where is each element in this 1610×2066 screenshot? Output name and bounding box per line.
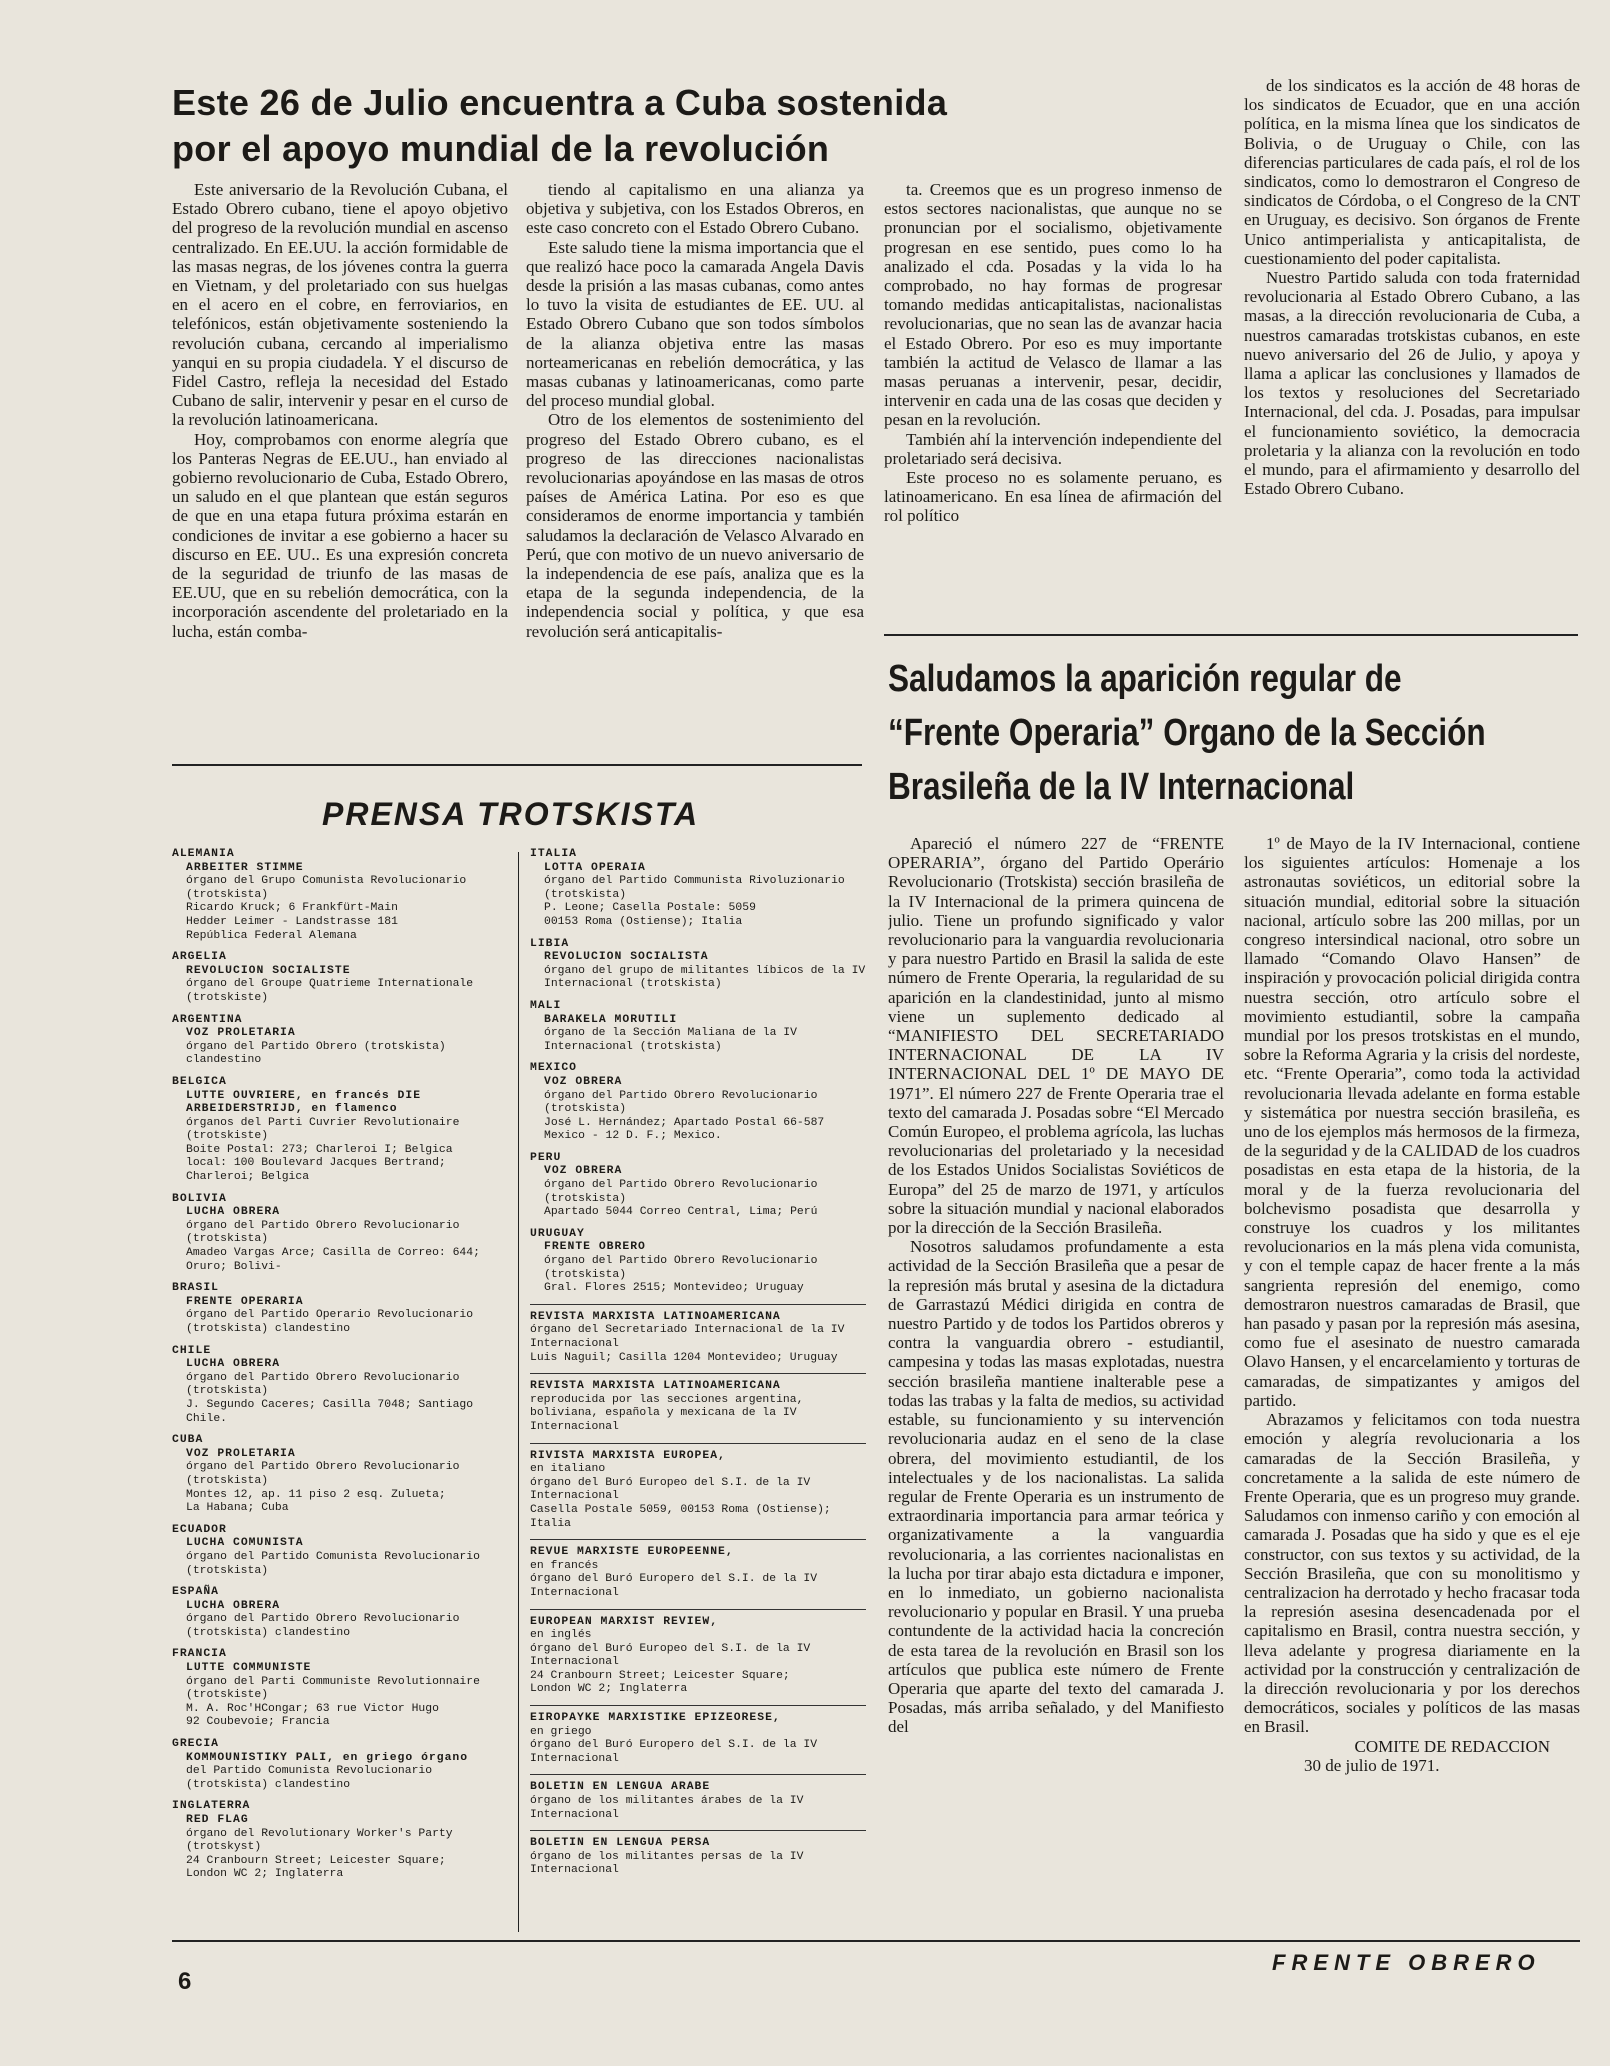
press-detail: órgano del Partido Obrero Revolucionario (trotskista) (544, 1089, 818, 1116)
press-detail: P. Leone; Casella Postale: 5059 (544, 902, 756, 915)
press-entry (172, 1345, 510, 1427)
press-detail: órgano del Secretariado Internacional de la IV Internacional (530, 1324, 845, 1350)
paragraph: 1º de Mayo de la IV Internacional, contiene los siguientes artículos: Homenaje a los astronautas soviéticos, un editorial sobre la situación mundial, editorial sobre la situación nacional, artículo sobre las 200 millas, por un congreso intersindical nacional, otro sobre un llamado “Comando Olavo Hansen” de inspiración y provocación policial dirigida contra nuestra sección, otro artículo sobre el movimiento estudiantil, sobre la campaña mundial por los presos trotskistas en el mundo, sobre la Reforma Agraria y la crisis del nordeste, etc. “Frente Operaria”, como toda la actividad revolucionaria llevada adelante en forma estable y sistemática por nuestra sección brasileña, es uno de los ejemplos más hermosos de la firmeza, de la seguridad y de la CALIDAD de los cuadros posadistas en esta etapa de la historia, de la moral y de la fuerza revolucionaria del bolchevismo posadista que desarrolla y construye los cuadros y los militantes revolucionarios en la más plena vida comunista, y con el temple capaz de hacer frente a la más sangrienta represión del enemigo, como demostraron nuestros camaradas de Brasil, que han pasado y pasan por la represión más asesina, como fue el asesinato de nuestro camarada Olavo Hansen, y el encarcelamiento y torturas de camaradas, de simpatizantes y amigos del partido. (1244, 834, 1580, 1410)
entry-divider (530, 1539, 866, 1540)
press-country: ITALIA (530, 848, 578, 860)
article2-title-line3: Brasileña de la IV Internacional (888, 766, 1355, 808)
paragraph: Apareció el número 227 de “FRENTE OPERARIA”, órgano del Partido Operário Revolucionario (Trotskista) sección brasileña de la IV Internacional de la primera quincena de julio. Tiene un profundo significado y valor revolucionario para la vanguardia revolucionaria y para nuestro Partido en Brasil la salida de este número de Frente Operaria, la regularidad de su aparición en la clandestinidad, junto al mismo viene un suplemento dedicado al “MANIFIESTO DEL SECRETARIADO INTERNACIONAL DE LA IV INTERNACIONAL DEL 1º DE MAYO DE 1971”. El número 227 de Frente Operaria trae el texto del camarada J. Posadas sobre “El Mercado Común Europeo, el problema agrícola, las luchas revolucionarias del proletariado y la necesidad de los Estados Unidos Socialistas Soviéticos de Europa” del 25 de marzo de 1971, y artículos sobre la situación mundial y nacional elaborados por la dirección de la Sección Brasileña. (888, 834, 1224, 1238)
press-detail: órgano del Grupo Comunista Revolucionario (trotskista) (186, 875, 467, 901)
press-title: VOZ PROLETARIA (186, 1447, 296, 1460)
press-title: ARBEITER STIMME (186, 861, 304, 874)
press-entry (530, 1705, 866, 1766)
press-detail: Boite Postal: 273; Charleroi I; Belgica (186, 1143, 453, 1156)
press-detail: en francés (530, 1559, 599, 1572)
press-detail: órgano de los militantes persas de la IV Internacional (530, 1850, 804, 1877)
press-country: URUGUAY (530, 1227, 585, 1240)
press-detail: órgano del Buró Europero del S.I. de la IV Internacional (530, 1739, 818, 1765)
press-entry (530, 1000, 866, 1054)
press-title: REVISTA MARXISTA LATINOAMERICANA (530, 1380, 781, 1393)
press-entry (172, 1738, 510, 1792)
press-country: BELGICA (172, 1075, 227, 1088)
press-detail: órgano del Groupe Quatrieme Internationale (trotskiste) (186, 978, 474, 1004)
signoff: COMITE DE REDACCION (1354, 1736, 1550, 1756)
press-detail: Hedder Leimer - Landstrasse 181 (186, 915, 398, 928)
press-detail: República Federal Alemana (186, 929, 357, 942)
press-country: CHILE (172, 1344, 212, 1357)
press-entry (172, 848, 510, 943)
entry-divider (530, 1443, 866, 1444)
article1-title-line1: Este 26 de Julio encuentra a Cuba sostenida (172, 82, 948, 123)
article2-column-2 (1244, 834, 1580, 1938)
press-detail: Casella Postale 5059, 00153 Roma (Ostiense); Italia (530, 1503, 831, 1530)
entry-divider (530, 1609, 866, 1610)
press-entry (172, 1076, 510, 1185)
press-detail: Montes 12, ap. 11 piso 2 esq. Zulueta; (186, 1488, 446, 1501)
press-title: FRENTE OPERARIA (186, 1295, 304, 1308)
prensa-trotskista-title: PRENSA TROTSKISTA (322, 796, 700, 832)
press-detail: Apartado 5044 Correo Central, Lima; Perú (544, 1206, 818, 1219)
press-country: ECUADOR (172, 1523, 227, 1536)
article1-column-3 (884, 180, 1222, 588)
press-title: LUTTE COMMUNISTE (186, 1662, 312, 1675)
press-detail: órgano del Buró Europeo del S.I. de la IV Internacional (530, 1476, 811, 1503)
press-detail: en griego (530, 1725, 592, 1738)
press-title: LUTTE OUVRIERE, en francés DIE ARBEIDERSTRIJD, en flamenco (186, 1089, 422, 1116)
press-title: KOMMOUNISTIKY PALI, en griego órgano (186, 1751, 469, 1764)
press-title: REVUE MARXISTE EUROPEENNE, (530, 1546, 734, 1559)
press-country: CUBA (172, 1434, 204, 1447)
press-entry (172, 951, 510, 1005)
press-entry (530, 938, 866, 992)
press-title: REVOLUCION SOCIALISTE (186, 964, 351, 977)
press-title: RIVISTA MARXISTA EUROPEA, (530, 1449, 726, 1462)
press-title: LUCHA OBRERA (186, 1358, 281, 1371)
entry-divider (530, 1304, 866, 1305)
press-entry (172, 1014, 510, 1068)
press-country: PERU (530, 1151, 562, 1164)
press-country: LIBIA (530, 937, 570, 950)
press-detail: órgano del Parti Communiste Revolutionnaire (trotskiste) (186, 1675, 480, 1702)
paragraph: También ahí la intervención independiente del proletariado será decisiva. (884, 429, 1222, 468)
publication-name: FRENTE OBRERO (1272, 1950, 1541, 1975)
article1-column-4 (1244, 76, 1580, 612)
press-detail: 00153 Roma (Ostiense); Italia (544, 915, 743, 928)
press-detail: órgano del Revolutionary Worker's Party (trotskyst) (186, 1827, 453, 1854)
press-country: FRANCIA (172, 1648, 227, 1661)
signoff-date: 30 de julio de 1971. (1304, 1755, 1440, 1775)
article1-title-line2: por el apoyo mundial de la revolución (172, 128, 830, 169)
press-detail: Amadeo Vargas Arce; Casilla de Correo: 644; Oruro; Bolivi- (186, 1247, 480, 1273)
press-entry (530, 1539, 866, 1600)
press-detail: órgano de la Sección Maliana de la IV Internacional (trotskista) (544, 1027, 797, 1053)
paragraph: Este proceso no es solamente peruano, es latinoamericano. En esa línea de afirmación del rol político (884, 468, 1222, 526)
press-detail: M. A. Roc'HCongar; 63 rue Victor Hugo (186, 1702, 439, 1715)
press-detail: Ricardo Kruck; 6 Frankfürt-Main (186, 902, 398, 915)
press-entry (530, 1228, 866, 1296)
press-detail: órgano del Partido Obrero Revolucionario (trotskista) (186, 1371, 460, 1398)
press-detail: Gral. Flores 2515; Montevideo; Uruguay (544, 1282, 804, 1295)
article2-headline (888, 652, 1585, 814)
paragraph: ta. Creemos que es un progreso inmenso de estos sectores nacionalistas, que aunque no se pronuncian por el socialismo, objetivamente progresan en ese sentido, pues como lo ha analizado el cda. Posadas y la vida lo ha comprobado, no hay formas de progresar tomando medidas anticapitalistas, nacionalistas revolucionarias, que no sean las de avanzar hacia el Estado Obrero. Por eso es muy importante también la actitud de Velasco de llamar a las masas peruanas a intervenir, pesar, decidir, intervenir en cada una de las cosas que deciden y pesan en la revolución. (884, 180, 1222, 430)
press-entry (530, 1830, 866, 1878)
press-detail: órgano de los militantes árabes de la IV Internacional (530, 1795, 804, 1821)
press-entry (530, 1609, 866, 1698)
press-title: VOZ OBRERA (544, 1075, 623, 1088)
press-detail: órgano del Partido Operario Revolucionario (trotskista) clandestino (186, 1309, 474, 1335)
press-detail: órgano del Buró Europeo del S.I. de la IV Internacional (530, 1642, 811, 1669)
press-country: ARGENTINA (172, 1013, 243, 1026)
paragraph: Otro de los elementos de sostenimiento del progreso del Estado Obrero cubano, es el progreso de las direcciones nacionalistas revolucionarias apoyándose en las masas de otros países de América Latina. Por eso es que consideramos de enorme importancia y también saludamos la declaración de Velasco Alvarado en Perú, que con motivo de un nuevo aniversario de la independencia de ese país, analiza que es la etapa de la segunda independencia, de la independencia social y política, y que esa revolución será anticapitalis- (526, 410, 864, 641)
press-detail: órgano del Partido Obrero Revolucionario (trotskista) (186, 1461, 460, 1487)
press-detail: órgano del Partido Comunista Revolucionario (trotskista) (186, 1550, 480, 1577)
press-detail: 24 Cranbourn Street; Leicester Square; (530, 1669, 790, 1682)
press-detail: órganos del Parti Cuvrier Revolutionaire (trotskiste) (186, 1116, 460, 1143)
press-entry (172, 1434, 510, 1516)
article1-headline (172, 80, 1132, 172)
press-country: ESPAÑA (172, 1586, 220, 1599)
press-entry (172, 1648, 510, 1730)
press-country: ARGELIA (172, 951, 227, 964)
press-detail: Luis Naguil; Casilla 1204 Montevideo; Uruguay (530, 1351, 838, 1364)
press-detail: J. Segundo Caceres; Casilla 7048; Santiago Chile. (186, 1398, 474, 1425)
press-entry (530, 1062, 866, 1144)
article1-column-1 (172, 180, 508, 752)
article2-column-1 (888, 834, 1224, 1938)
press-entry (172, 1586, 510, 1640)
press-detail: órgano del Partido Obrero (trotskista) clandestino (186, 1040, 446, 1067)
press-detail: 24 Cranbourn Street; Leicester Square; (186, 1854, 446, 1867)
press-title: VOZ OBRERA (544, 1165, 623, 1178)
press-detail: London WC 2; Inglaterra (186, 1868, 344, 1881)
press-detail: en italiano (530, 1463, 606, 1476)
article2-title-line2: “Frente Operaria” Organo de la Sección (888, 712, 1486, 754)
entry-divider (530, 1830, 866, 1831)
paragraph: Nuestro Partido saluda con toda fraternidad revolucionaria al Estado Obrero Cubano, a las masas, a la dirección revolucionaria de Cuba, a nuestros camaradas trotskistas cubanos, en este nuevo aniversario del 26 de Julio, y apoya y llama a aplicar las conclusiones y llamados de los textos y resoluciones del Secretariado Internacional, del cda. J. Posadas, para impulsar el funcionamiento soviético, la democracia proletaria y la alianza con la revolución en todo el mundo, para el afirmamiento y desarrollo del Estado Obrero Cubano. (1244, 268, 1580, 499)
press-entry (530, 1774, 866, 1822)
press-detail: órgano del Partido Communista Rivoluzionario (trotskista) (544, 875, 845, 901)
article1-column-2 (526, 180, 864, 752)
press-entry (530, 1304, 866, 1365)
paragraph: Este aniversario de la Revolución Cubana, el Estado Obrero cubano, tiene el apoyo objetivo del progreso de la revolución mundial en ascenso centralizado. En EE.UU. la acción formidable de las masas negras, de los jóvenes contra la guerra en Vietnam, y del proletariado con sus huelgas en el acero en el cobre, en ferroviarios, en telefónicos, están objetivamente sosteniendo la revolución cubana, cercando al imperialismo yanqui en su propia ciudadela. Y el discurso de Fidel Castro, refleja la necesidad del Estado Cubano de salir, intervenir y pesar en el curso de la revolución latinoamericana. (172, 180, 508, 430)
press-detail: Mexico - 12 D. F.; Mexico. (544, 1130, 722, 1143)
press-title: LOTTA OPERAIA (544, 861, 646, 874)
press-entry (172, 1193, 510, 1275)
press-title: BARAKELA MORUTILI (544, 1013, 678, 1026)
press-title: LUCHA COMUNISTA (186, 1537, 304, 1550)
press-detail: órgano del Partido Obrero Revolucionario (trotskista) (544, 1179, 818, 1205)
press-detail: órgano del Buró Europero del S.I. de la IV Internacional (530, 1573, 818, 1599)
paragraph: Hoy, comprobamos con enorme alegría que los Panteras Negras de EE.UU., han enviado al gobierno revolucionario de Cuba, Estado Obrero, un saludo en el que plantean que están seguros de que en una etapa futura próxima estarán en condiciones de invitar a ese gobierno a hacer su discurso en EE. UU.. Es una expresión concreta de la seguridad de triunfo de las masas de EE.UU, que en su rebelión democrática, con la incorporación ascendente del proletariado en la lucha, están comba- (172, 429, 508, 641)
press-entry (530, 848, 866, 930)
press-title: REVISTA MARXISTA LATINOAMERICANA (530, 1310, 781, 1323)
press-detail: órgano del Partido Obrero Revolucionario (trotskista) clandestino (186, 1613, 460, 1639)
press-entry (172, 1800, 510, 1882)
press-country: GRECIA (172, 1738, 220, 1751)
paragraph: Abrazamos y felicitamos con toda nuestra emoción y alegría revolucionaria a los camaradas de la Sección Brasileña, y concretamente a la salida de este número de Frente Operaria, que es un progreso muy grande. Saludamos con inmenso cariño y con emoción al camarada J. Posadas que ha sido y que es el eje constructor, con sus textos y su actividad, de la Sección Brasileña, que con su monolitismo y centralizacion ha derrotado y hecho fracasar toda la represión asesina desencadenada por el capitalismo en Brasil, contra nuestra sección, y lleva adelante y progresa diariamente en la actividad por la construcción y centralización de la dirección revolucionaria y por los derechos democráticos, sociales y políticos de las masas en Brasil. (1244, 1410, 1580, 1737)
press-detail: órgano del grupo de militantes líbicos de la IV Internacional (trotskista) (544, 964, 866, 991)
press-title: EIROPAYKE MARXISTIKE EPIZEORESE, (530, 1712, 781, 1725)
press-title: RED FLAG (186, 1814, 249, 1826)
section-divider-right (884, 634, 1578, 636)
press-detail: órgano del Partido Obrero Revolucionario (trotskista) (544, 1255, 818, 1281)
press-title: EUROPEAN MARXIST REVIEW, (530, 1615, 719, 1628)
prensa-column-divider (518, 852, 519, 1932)
entry-divider (530, 1774, 866, 1775)
entry-divider (530, 1705, 866, 1706)
paragraph: de los sindicatos es la acción de 48 horas de los sindicatos de Ecuador, que en una acción política, en la misma línea que los sindicatos de Bolivia, o de Uruguay o Chile, con las diferencias particulares de cada país, el rol de los sindicatos, como lo demostraron el Congreso de sindicatos de Córdoba, o el Congreso de la CNT en Uruguay, es decisivo. Son órganos de Frente Unico antimperialista y anticapitalista, de cuestionamiento del poder capitalista. (1244, 76, 1580, 268)
prensa-list-right (530, 848, 866, 1938)
press-title: FRENTE OBRERO (544, 1241, 646, 1254)
press-detail: La Habana; Cuba (186, 1502, 289, 1515)
press-title: BOLETIN EN LENGUA PERSA (530, 1837, 711, 1850)
section-divider-left (172, 764, 862, 766)
entry-divider (530, 1373, 866, 1374)
press-title: BOLETIN EN LENGUA ARABE (530, 1781, 711, 1794)
paragraph: tiendo al capitalismo en una alianza ya objetiva y subjetiva, con los Estados Obreros, en este caso concreto con el Estado Obrero Cubano. (526, 180, 864, 238)
page-number: 6 (178, 1968, 192, 1995)
press-country: BOLIVIA (172, 1192, 227, 1205)
press-title: VOZ PROLETARIA (186, 1027, 296, 1040)
press-detail: local: 100 Boulevard Jacques Bertrand; Charleroi; Belgica (186, 1157, 446, 1184)
press-title: LUCHA OBRERA (186, 1206, 281, 1219)
paragraph: Este saludo tiene la misma importancia que el que realizó hace poco la camarada Angela Davis desde la prisión a las masas cubanas, como antes lo tuvo la visita de estudiantes de EE. UU. al Estado Obrero Cubano que son todos símbolos de la alianza objetiva entre las masas norteamericanas en rebelión democrática, y las masas cubanas y latinoamericanas, como parte del proceso mundial global. (526, 237, 864, 411)
press-entry (172, 1282, 510, 1336)
press-country: ALEMANIA (172, 848, 235, 860)
press-detail: London WC 2; Inglaterra (530, 1683, 688, 1696)
press-country: INGLATERRA (172, 1800, 251, 1813)
prensa-list-left (172, 848, 510, 1938)
press-detail: reproducida por las secciones argentina, boliviana, española y mexicana de la IV Internacional (530, 1393, 804, 1433)
press-detail: en inglés (530, 1629, 592, 1642)
press-detail: José L. Hernández; Apartado Postal 66-587 (544, 1116, 825, 1129)
press-country: MEXICO (530, 1062, 578, 1075)
article2-title-line1: Saludamos la aparición regular de (888, 658, 1402, 700)
paragraph: Nosotros saludamos profundamente a esta actividad de la Sección Brasileña que a pesar de la represión más brutal y asesina de la dictadura de Garrastazú Médici dirigida en contra de nuestro Partido y de todos los Partidos obreros y contra la vanguardia obrero - estudiantil, campesina y todas las masas explotadas, nuestra sección brasileña mantiene inalterable pese a todas las trabas y la falta de medios, su actividad estable, su funcionamiento y su intervención revolucionaria audaz en el seno de la clase obrera, del movimiento estudiantil, de los intelectuales y de los nacionalistas. La salida regular de Frente Operaria es un instrumento de extraordinaria importancia para armar teórica y organizativamente a la vanguardia revolucionaria, a las corrientes nacionalistas en la lucha por tirar abajo esta dictadura e imponer, en lo inmediato, un gobierno nacionalista revolucionario y popular en Brasil. Y una prueba contundente de la actividad hacia la concreción de esta tarea de la revolución en Brasil son los artículos que publica este número de Frente Operaria que aparte del texto del camarada J. Posadas, más arriba señalado, y del Manifiesto del (888, 1237, 1224, 1737)
press-detail: del Partido Comunista Revolucionario (trotskista) clandestino (186, 1765, 433, 1791)
press-title: REVOLUCION SOCIALISTA (544, 951, 709, 964)
press-entry (530, 1373, 866, 1434)
press-entry (530, 1443, 866, 1532)
press-entry (172, 1524, 510, 1578)
press-title: LUCHA OBRERA (186, 1599, 281, 1612)
press-country: BRASIL (172, 1282, 220, 1295)
press-entry (530, 1152, 866, 1220)
press-detail: 92 Coubevoie; Francia (186, 1716, 330, 1729)
press-detail: órgano del Partido Obrero Revolucionario (trotskista) (186, 1219, 460, 1246)
press-country: MALI (530, 999, 562, 1012)
footer-rule (172, 1940, 1580, 1942)
